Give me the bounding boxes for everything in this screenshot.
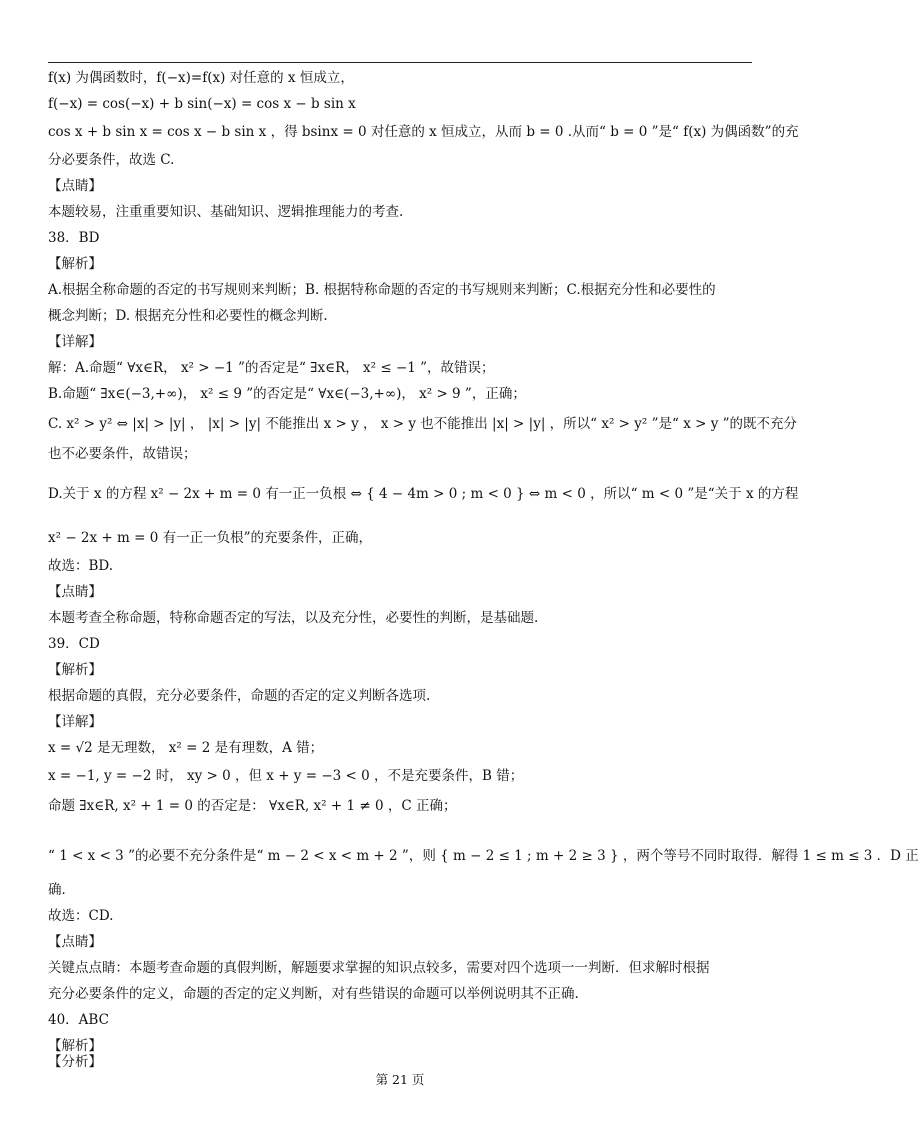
text-line: 也不必要条件，故错误；	[48, 446, 197, 462]
text-line: 故选：CD.	[48, 908, 114, 924]
text-line: 【解析】	[48, 256, 102, 272]
text-line: B.命题“ ∃x∈(−3,+∞)， x² ≤ 9 ”的否定是“ ∀x∈(−3,+∞)， x² > 9 ”，正确；	[48, 386, 526, 402]
page-number: 第 21 页	[375, 1072, 425, 1087]
text-line: 【详解】	[48, 334, 102, 350]
text-line: x = √2 是无理数， x² = 2 是有理数，A 错；	[48, 740, 324, 756]
header-rule	[48, 62, 752, 63]
text-line: 分必要条件，故选 C.	[48, 152, 175, 168]
text-line: 【解析】	[48, 662, 102, 678]
text-line: 38．BD	[48, 230, 100, 246]
text-line: “ 1 < x < 3 ”的必要不充分条件是“ m − 2 < x < m + 2 ”，则 { m − 2 ≤ 1 ; m + 2 ≥ 3 } ，两个等号不同时取得．解得 1 ≤ m ≤ 3 ．D 正	[48, 848, 919, 864]
text-line: 【点睛】	[48, 584, 102, 600]
text-line: 故选：BD.	[48, 558, 114, 574]
text-line: D.关于 x 的方程 x² − 2x + m = 0 有一正一负根 ⇔ { 4 − 4m > 0 ; m < 0 } ⇔ m < 0 ，所以“ m < 0 ”是“关于 x 的方程	[48, 486, 799, 502]
text-line: 【分析】	[48, 1054, 102, 1070]
text-line: 本题考查全称命题，特称命题否定的写法，以及充分性，必要性的判断，是基础题.	[48, 610, 539, 626]
text-line: 根据命题的真假，充分必要条件，命题的否定的定义判断各选项.	[48, 688, 431, 704]
text-line: 【点睛】	[48, 178, 102, 194]
text-line: 命题 ∃x∈R, x² + 1 = 0 的否定是： ∀x∈R, x² + 1 ≠ 0 ，C 正确；	[48, 798, 457, 814]
text-line: f(−x) = cos(−x) + b sin(−x) = cos x − b sin x	[48, 96, 356, 112]
text-line: f(x) 为偶函数时，f(−x)=f(x) 对任意的 x 恒成立，	[48, 70, 354, 86]
text-line: 解：A.命题“ ∀x∈R， x² > −1 ”的否定是“ ∃x∈R， x² ≤ −1 ”，故错误；	[48, 360, 495, 376]
text-line: 【详解】	[48, 714, 102, 730]
text-line: 确．	[48, 882, 75, 898]
text-line: 概念判断；D. 根据充分性和必要性的概念判断.	[48, 308, 328, 324]
text-line: x² − 2x + m = 0 有一正一负根”的充要条件，正确，	[48, 530, 372, 546]
text-line: A.根据全称命题的否定的书写规则来判断；B. 根据特称命题的否定的书写规则来判断；C.根据充分性和必要性的	[48, 282, 716, 298]
text-line: cos x + b sin x = cos x − b sin x ，得 bsinx = 0 对任意的 x 恒成立，从而 b = 0 .从而“ b = 0 ”是“ f(x) 为偶函数”的充	[48, 124, 799, 140]
text-line: 40．ABC	[48, 1012, 109, 1028]
text-line: 【点睛】	[48, 934, 102, 950]
text-line: 充分必要条件的定义，命题的否定的定义判断，对有些错误的命题可以举例说明其不正确.	[48, 986, 579, 1002]
text-line: 【解析】	[48, 1038, 102, 1054]
text-line: 关键点点睛：本题考查命题的真假判断，解题要求掌握的知识点较多，需要对四个选项一一判断．但求解时根据	[48, 960, 710, 976]
text-line: x = −1, y = −2 时， xy > 0 ，但 x + y = −3 < 0 ，不是充要条件，B 错；	[48, 768, 524, 784]
text-line: 39．CD	[48, 636, 100, 652]
text-line: C. x² > y² ⇔ |x| > |y| ， |x| > |y| 不能推出 x > y ， x > y 也不能推出 |x| > |y| ，所以“ x² > y² ”是“ x > y ”的既不充分	[48, 416, 798, 432]
text-line: 本题较易，注重重要知识、基础知识、逻辑推理能力的考查.	[48, 204, 404, 220]
